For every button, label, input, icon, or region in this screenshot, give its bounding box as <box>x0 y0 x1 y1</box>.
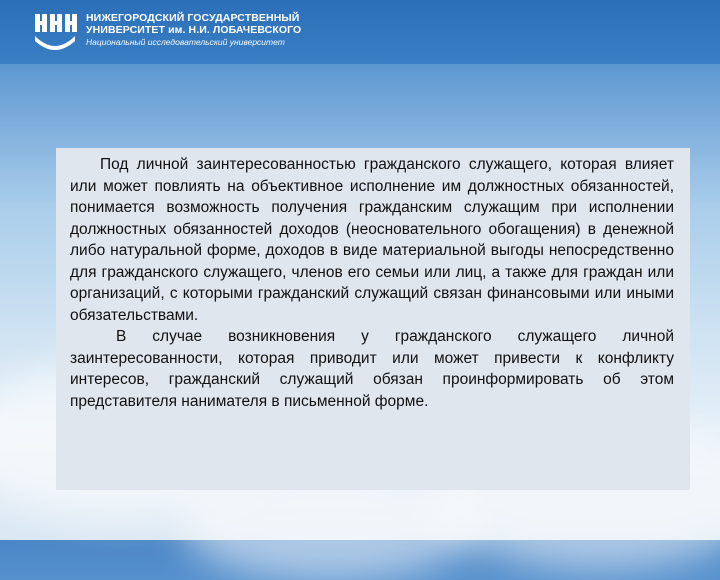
university-line-3: Национальный исследовательский университет <box>86 37 285 47</box>
unn-logo-icon <box>32 8 78 54</box>
university-line-1: НИЖЕГОРОДСКИЙ ГОСУДАРСТВЕННЫЙ <box>86 12 300 24</box>
paragraph-definition: Под личной заинтересованностью гражданского служащего, которая влияет или может повлиять на объективное исполнение им должностных обязанностей, понимается возможность получения гражданским служащим при исполнении должностных обязанностей доходов (неосновательного обогащения) в денежной либо натуральной форме, доходов в виде материальной выгоды непосредственно для гражданского служащего, членов его семьи или лиц, а также для граждан или организаций, с которыми гражданский служащий связан финансовыми или иными обязательствами. <box>70 156 674 324</box>
university-line-2: УНИВЕРСИТЕТ им. Н.И. ЛОБАЧЕВСКОГО <box>86 24 302 36</box>
paragraph-obligation: В случае возникновения у гражданского служащего личной заинтересованности, которая приводит или может привести к конфликту интересов, гражданский служащий обязан проинформировать об этом представителя нанимателя в письменной форме. <box>70 328 674 410</box>
university-name <box>86 12 301 48</box>
slide-content <box>70 154 674 412</box>
